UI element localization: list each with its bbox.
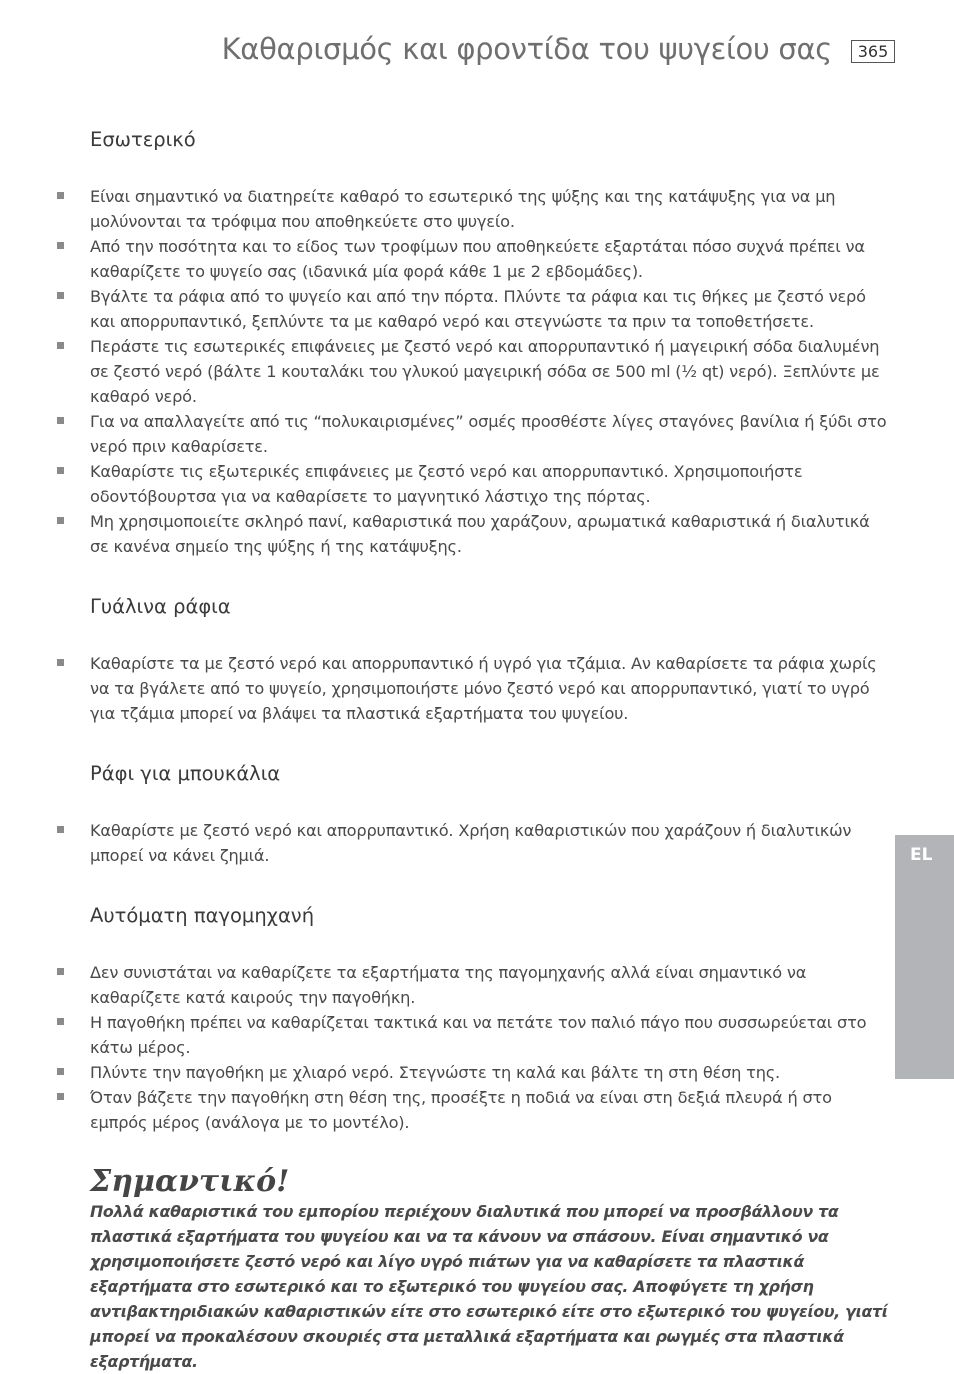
page-title: Καθαρισμός και φροντίδα του ψυγείου σας	[221, 32, 832, 66]
list-item: Βγάλτε τα ράφια από το ψυγείο και από την πόρτα. Πλύντε τα ράφια και τις θήκες με ζεστό νερό και απορρυπαντικό, ξεπλύντε τα με καθαρό νερό και στεγνώστε τα πριν τα τοποθετήσετε.	[90, 284, 890, 334]
list-item: Μη χρησιμοποιείτε σκληρό πανί, καθαριστικά που χαράζουν, αρωματικά καθαριστικά ή διαλυτικά σε κανένα σημείο της ψύξης ή της κατάψυξης.	[90, 509, 890, 559]
list-item: Καθαρίστε με ζεστό νερό και απορρυπαντικό. Χρήση καθαριστικών που χαράζουν ή διαλυτικών μπορεί να κάνει ζημιά.	[90, 818, 890, 868]
bullet-list-glass-shelves	[90, 651, 890, 726]
list-item: Για να απαλλαγείτε από τις “πολυκαιρισμένες” οσμές προσθέστε λίγες σταγόνες βανίλια ή ξύδι στο νερό πριν καθαρίσετε.	[90, 409, 890, 459]
section-heading-interior: Εσωτερικό	[90, 128, 196, 151]
bullet-list-interior	[90, 184, 890, 559]
page-content	[90, 126, 890, 1374]
list-item: Πλύντε την παγοθήκη με χλιαρό νερό. Στεγνώστε τη καλά και βάλτε τη στη θέση της.	[90, 1060, 890, 1085]
list-item: Όταν βάζετε την παγοθήκη στη θέση της, προσέξτε η ποδιά να είναι στη δεξιά πλευρά ή στο εμπρός μέρος (ανάλογα με το μοντέλο).	[90, 1085, 890, 1135]
list-item: Είναι σημαντικό να διατηρείτε καθαρό το εσωτερικό της ψύξης και της κατάψυξης για να μη μολύνονται τα τρόφιμα που αποθηκεύετε στο ψυγείο.	[90, 184, 890, 234]
language-tab-label: EL	[910, 845, 933, 865]
list-item: Καθαρίστε τις εξωτερικές επιφάνειες με ζεστό νερό και απορρυπαντικό. Χρησιμοποιήστε οδοντόβουρτσα για να καθαρίσετε το μαγνητικό λάστιχο της πόρτας.	[90, 459, 890, 509]
section-heading-bottle-shelf: Ράφι για μπουκάλια	[90, 762, 281, 785]
bullet-list-ice-maker	[90, 960, 890, 1135]
list-item: Καθαρίστε τα με ζεστό νερό και απορρυπαντικό ή υγρό για τζάμια. Αν καθαρίσετε τα ράφια χωρίς να τα βγάλετε από το ψυγείο, χρησιμοποιήστε μόνο ζεστό νερό και απορρυπαντικό, γιατί το υγρό για τζάμια μπορεί να βλάψει τα πλαστικά εξαρτήματα του ψυγείου.	[90, 651, 890, 726]
page-number: 365	[851, 40, 895, 63]
list-item: Η παγοθήκη πρέπει να καθαρίζεται τακτικά και να πετάτε τον παλιό πάγο που συσσωρεύεται στο κάτω μέρος.	[90, 1010, 890, 1060]
important-heading: Σημαντικό!	[90, 1164, 290, 1199]
list-item: Περάστε τις εσωτερικές επιφάνειες με ζεστό νερό και απορρυπαντικό ή μαγειρική σόδα διαλυμένη σε ζεστό νερό (βάλτε 1 κουταλάκι του γλυκού μαγειρική σόδα σε 500 ml (½ qt) νερό). Ξεπλύντε με καθαρό νερό.	[90, 334, 890, 409]
section-heading-ice-maker: Αυτόματη παγομηχανή	[90, 904, 315, 927]
list-item: Δεν συνιστάται να καθαρίζετε τα εξαρτήματα της παγομηχανής αλλά είναι σημαντικό να καθαρίζετε κατά καιρούς την παγοθήκη.	[90, 960, 890, 1010]
section-heading-glass-shelves: Γυάλινα ράφια	[90, 595, 231, 618]
important-text: Πολλά καθαριστικά του εμπορίου περιέχουν διαλυτικά που μπορεί να προσβάλλουν τα πλαστικά εξαρτήματα του ψυγείου και να τα κάνουν να σπάσουν. Είναι σημαντικό να χρησιμοποιήσετε ζεστό νερό και λίγο υγρό πιάτων για να καθαρίσετε τα πλαστικά εξαρτήματα στο εσωτερικό και το εξωτερικό του ψυγείου σας. Αποφύγετε τη χρήση αντιβακτηριδιακών καθαριστικών είτε στο εσωτερικό είτε στο εξωτερικό του ψυγείου, γιατί μπορεί να προκαλέσουν σκουριές στα μεταλλικά εξαρτήματα και ρωγμές στα πλαστικά εξαρτήματα.	[90, 1202, 888, 1371]
language-tab	[895, 835, 954, 1079]
list-item: Από την ποσότητα και το είδος των τροφίμων που αποθηκεύετε εξαρτάται πόσο συχνά πρέπει να καθαρίζετε το ψυγείο σας (ιδανικά μία φορά κάθε 1 με 2 εβδομάδες).	[90, 234, 890, 284]
bullet-list-bottle-shelf	[90, 818, 890, 868]
